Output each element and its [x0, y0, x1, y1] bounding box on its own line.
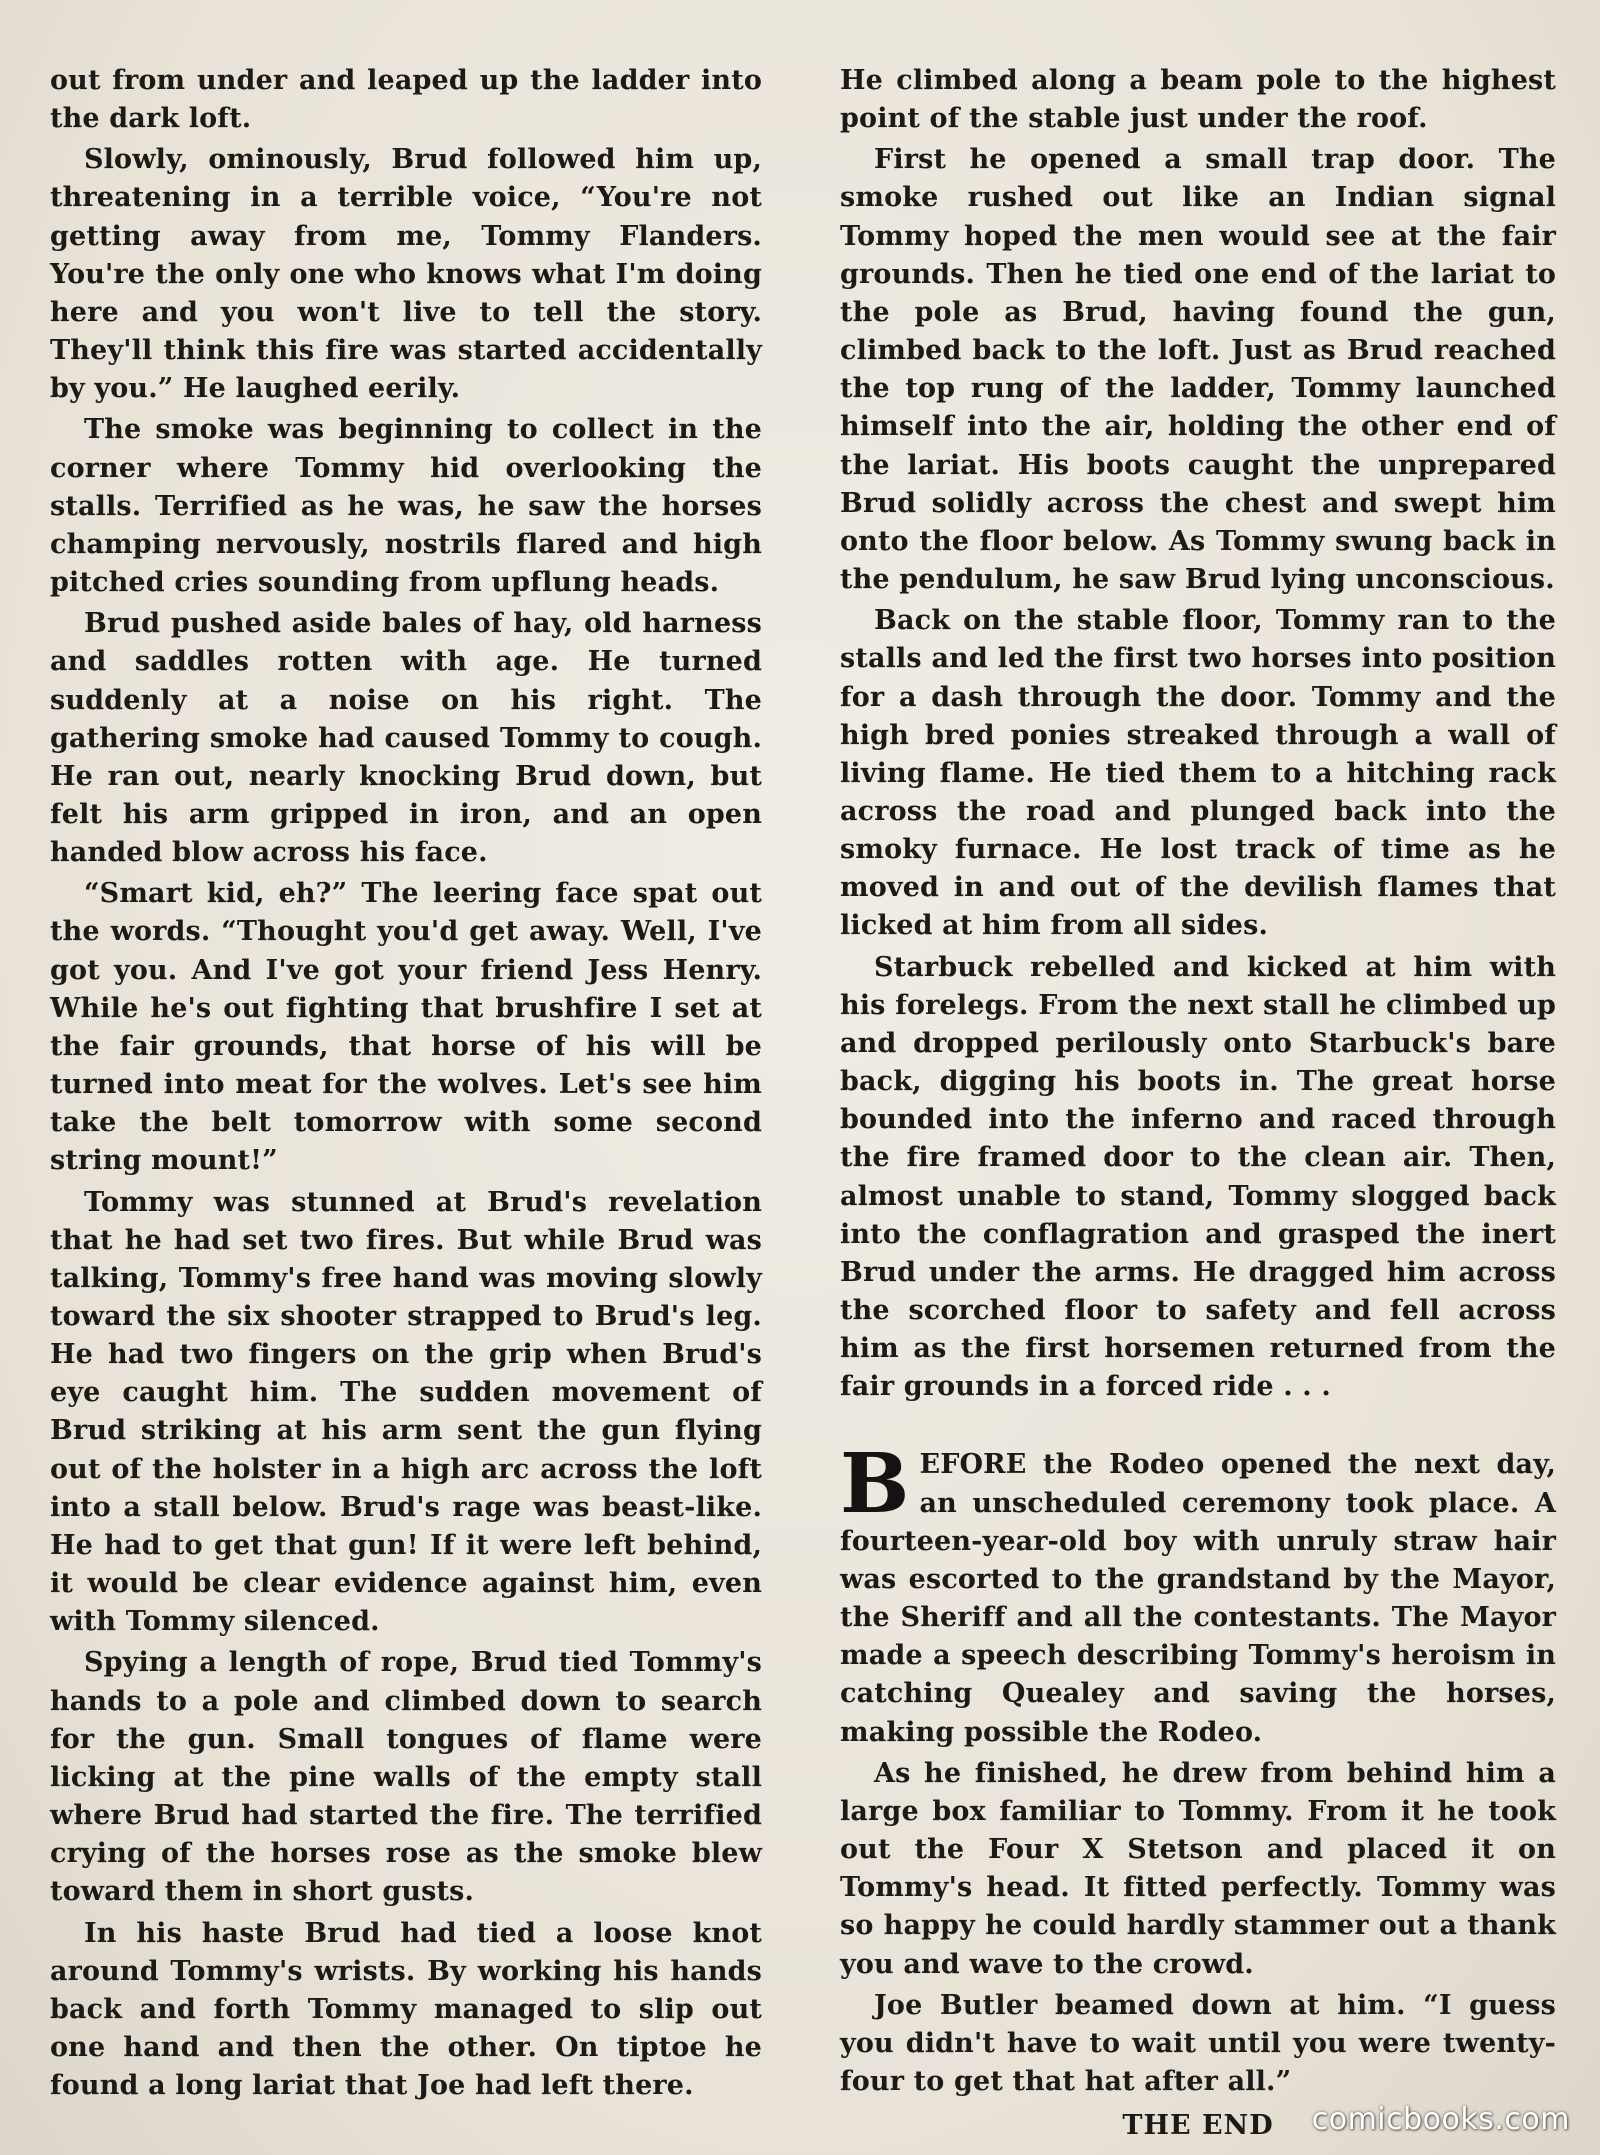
drop-cap-letter: B	[840, 1436, 910, 1533]
left-text-column	[50, 62, 762, 2108]
paragraph: Back on the stable floor, Tommy ran to the stalls and led the first two horses into position for a dash through the door. Tommy and the high bred ponies streaked through a wall of living flame. He tied them to a hitching rack across the road and plunged back into the smoky furnace. He lost track of time as he moved in and out of the devilish flames that licked at him from all sides.	[840, 605, 1556, 942]
drop-cap-paragraph-text: EFORE the Rodeo opened the next day, an unscheduled ceremony took place. A fourteen-year-old boy with unruly straw hair was escorted to the grandstand by the Mayor, the Sheriff and all the contestants. The Mayor made a speech describing Tommy's heroism in catching Quealey and saving the horses, making possible the Rodeo.	[840, 1449, 1556, 1748]
paragraph: In his haste Brud had tied a loose knot around Tommy's wrists. By working his hands back and forth Tommy managed to slip out one hand and then the other. On tiptoe he found a long lariat that Joe had left there.	[50, 1917, 762, 2102]
paragraph: Brud pushed aside bales of hay, old harness and saddles rotten with age. He turned suddenly at a noise on his right. The gathering smoke had caused Tommy to cough. He ran out, nearly knocking Brud down, but felt his arm gripped in iron, and an open handed blow across his face.	[50, 608, 762, 869]
paragraph: out from under and leaped up the ladder into the dark loft.	[50, 65, 762, 135]
paragraph: The smoke was beginning to collect in the corner where Tommy hid overlooking the stalls. Terrified as he was, he saw the horses champing nervously, nostrils flared and high pitched cries sounding from upflung heads.	[50, 414, 762, 599]
paragraph: Spying a length of rope, Brud tied Tommy's hands to a pole and climbed down to search for the gun. Small tongues of flame were licking at the pine walls of the empty stall where Brud had started the fire. The terrified crying of the horses rose as the smoke blew toward them in short gusts.	[50, 1647, 762, 1908]
paragraph: He climbed along a beam pole to the highest point of the stable just under the roof.	[840, 65, 1556, 135]
paragraph: First he opened a small trap door. The smoke rushed out like an Indian signal Tommy hoped the men would see at the fair grounds. Then he tied one end of the lariat to the pole as Brud, having found the gun, climbed back to the loft. Just as Brud reached the top rung of the ladder, Tommy launched himself into the air, holding the other end of the lariat. His boots caught the unprepared Brud solidly across the chest and swept him onto the floor below. As Tommy swung back in the pendulum, he saw Brud lying unconscious.	[840, 144, 1556, 596]
paragraph: As he finished, he drew from behind him a large box familiar to Tommy. From it he took out the Four X Stetson and placed it on Tommy's head. It fitted perfectly. Tommy was so happy he could hardly stammer out a thank you and wave to the crowd.	[840, 1757, 1556, 1980]
closing-section-paragraph	[840, 1436, 1556, 1751]
paragraph: Starbuck rebelled and kicked at him with his forelegs. From the next stall he climbed up and dropped perilously onto Starbuck's bare back, digging his boots in. The great horse bounded into the inferno and raced through the fire framed door to the clean air. Then, almost unable to stand, Tommy slogged back into the conflagration and grasped the inert Brud under the arms. He dragged him across the scorched floor to safety and fell across him as the first horsemen returned from the fair grounds in a forced ride . . .	[840, 951, 1556, 1403]
the-end-label: THE END	[1122, 2110, 1274, 2142]
paragraph: “Smart kid, eh?” The leering face spat out the words. “Thought you'd get away. Well, I've got you. And I've got your friend Jess Henry. While he's out fighting that brushfire I set at the fair grounds, that horse of his will be turned into meat for the wolves. Let's see him take the belt tomorrow with some second string mount!”	[50, 878, 762, 1177]
watermark: comicbooks.com	[1311, 2102, 1570, 2137]
right-text-column	[840, 62, 1556, 2148]
paragraph: Joe Butler beamed down at him. “I guess you didn't have to wait until you were twenty-four to get that hat after all.”	[840, 1989, 1556, 2097]
paragraph: Tommy was stunned at Brud's revelation that he had set two fires. But while Brud was talking, Tommy's free hand was moving slowly toward the six shooter strapped to Brud's leg. He had two fingers on the grip when Brud's eye caught him. The sudden movement of Brud striking at his arm sent the gun flying out of the holster in a high arc across the loft into a stall below. Brud's rage was beast-like. He had to get that gun! If it were left behind, it would be clear evidence against him, even with Tommy silenced.	[50, 1186, 762, 1638]
paragraph: Slowly, ominously, Brud followed him up, threatening in a terrible voice, “You're not getting away from me, Tommy Flanders. You're the only one who knows what I'm doing here and you won't live to tell the story. They'll think this fire was started accidentally by you.” He laughed eerily.	[50, 144, 762, 405]
